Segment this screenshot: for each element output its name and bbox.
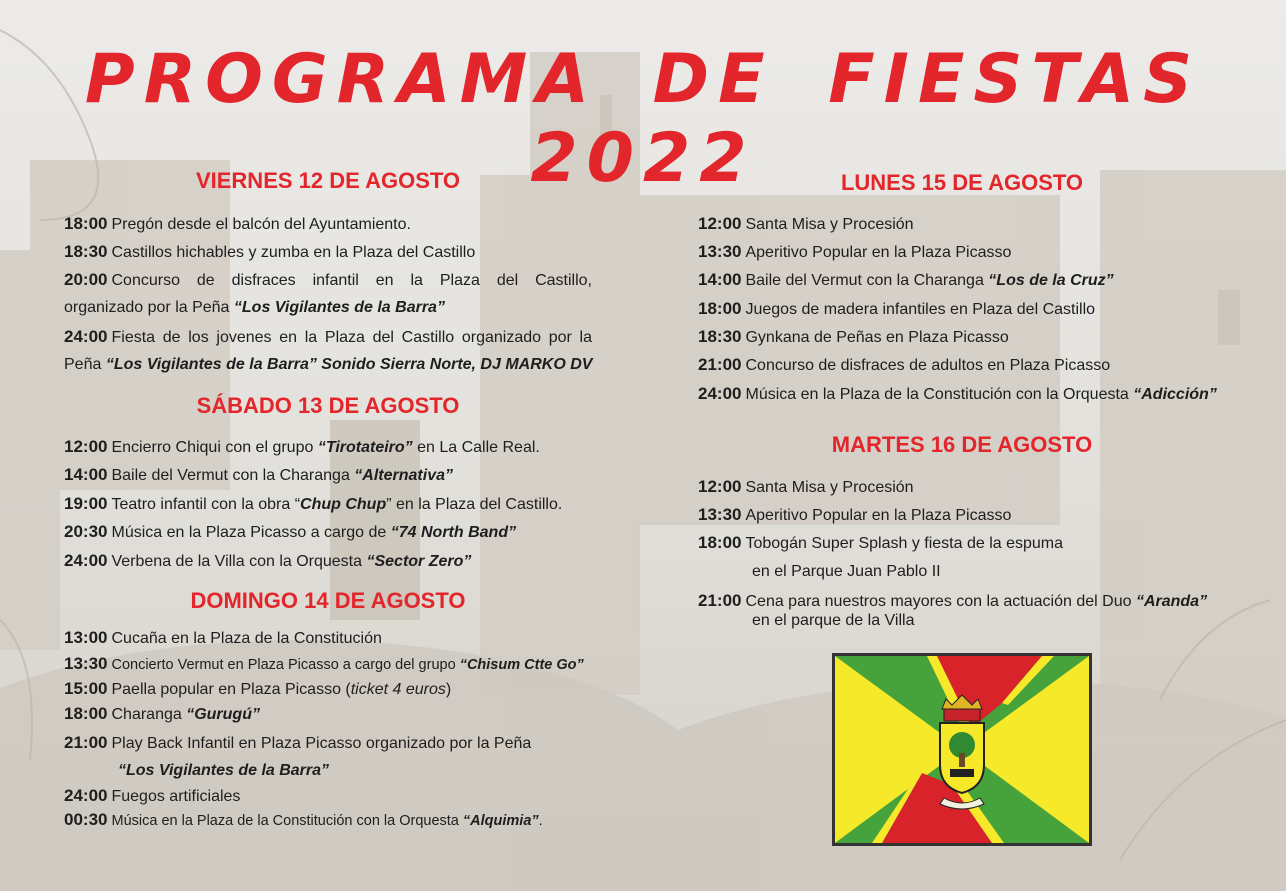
event-row: 21:00 Cena para nuestros mayores con la actuación del Duo “Aranda” xyxy=(698,591,1208,610)
event-row: 24:00 Música en la Plaza de la Constitución con la Orquesta “Adicción” xyxy=(698,384,1217,403)
event-row: 13:30 Aperitivo Popular en la Plaza Picasso xyxy=(698,505,1012,524)
day-heading-domingo: DOMINGO 14 DE AGOSTO xyxy=(190,588,466,613)
event-row-continuation: “Los Vigilantes de la Barra” xyxy=(118,762,330,779)
event-row: 18:00 Charanga “Gurugú” xyxy=(64,704,260,723)
event-row: 18:00 Juegos de madera infantiles en Plaza del Castillo xyxy=(698,299,1096,318)
event-row: 21:00 Play Back Infantil en Plaza Picasso organizado por la Peña xyxy=(64,733,532,752)
event-row: 19:00 Teatro infantil con la obra “Chup Chup” en la Plaza del Castillo. xyxy=(64,494,563,513)
event-row: 18:30 Castillos hichables y zumba en la Plaza del Castillo xyxy=(64,242,476,261)
event-row: 12:00 Encierro Chiqui con el grupo “Tirotateiro” en La Calle Real. xyxy=(64,437,540,456)
event-row-continuation: organizado por la Peña “Los Vigilantes de la Barra” xyxy=(64,299,445,316)
event-row: 12:00 Santa Misa y Procesión xyxy=(698,477,914,496)
municipal-flag xyxy=(832,653,1092,846)
event-row: 24:00 Fuegos artificiales xyxy=(64,786,241,805)
event-row: 24:00 Verbena de la Villa con la Orquesta “Sector Zero” xyxy=(64,551,472,570)
event-row: 14:00 Baile del Vermut con la Charanga “Alternativa” xyxy=(64,465,453,484)
event-row: 18:00 Pregón desde el balcón del Ayuntamiento. xyxy=(64,214,411,233)
day-heading-viernes: VIERNES 12 DE AGOSTO xyxy=(195,168,461,193)
event-row: 13:00 Cucaña en la Plaza de la Constitución xyxy=(64,628,382,647)
event-row: 14:00 Baile del Vermut con la Charanga “Los de la Cruz” xyxy=(698,270,1114,289)
event-row: 20:00 Concurso de disfraces infantil en la Plaza del Castillo, xyxy=(64,270,592,289)
day-heading-martes: MARTES 16 DE AGOSTO xyxy=(831,432,1093,457)
event-row-continuation: en el Parque Juan Pablo II xyxy=(752,563,941,580)
event-row: 15:00 Paella popular en Plaza Picasso (ticket 4 euros) xyxy=(64,679,452,698)
event-row: 00:30 Música en la Plaza de la Constitución con la Orquesta “Alquimia”. xyxy=(64,810,543,829)
event-row: 24:00 Fiesta de los jovenes en la Plaza del Castillo organizado por la xyxy=(64,327,592,346)
day-heading-lunes: LUNES 15 DE AGOSTO xyxy=(840,170,1084,195)
event-row: 18:30 Gynkana de Peñas en Plaza Picasso xyxy=(698,327,1009,346)
event-row-continuation: Peña “Los Vigilantes de la Barra” Sonido Sierra Norte, DJ MARKO DV xyxy=(64,356,593,373)
day-heading-sabado: SÁBADO 13 DE AGOSTO xyxy=(196,393,460,418)
page-title: PROGRAMA DE FIESTAS 2022 xyxy=(84,40,1202,198)
event-row: 12:00 Santa Misa y Procesión xyxy=(698,214,914,233)
event-row: 13:30 Concierto Vermut en Plaza Picasso a cargo del grupo “Chisum Ctte Go” xyxy=(64,654,584,673)
event-row: 21:00 Concurso de disfraces de adultos en Plaza Picasso xyxy=(698,355,1111,374)
event-row-continuation: en el parque de la Villa xyxy=(752,612,915,629)
event-row: 20:30 Música en la Plaza Picasso a cargo de “74 North Band” xyxy=(64,522,517,541)
event-row: 13:30 Aperitivo Popular en la Plaza Picasso xyxy=(698,242,1012,261)
event-row: 18:00 Tobogán Super Splash y fiesta de la espuma xyxy=(698,533,1064,552)
